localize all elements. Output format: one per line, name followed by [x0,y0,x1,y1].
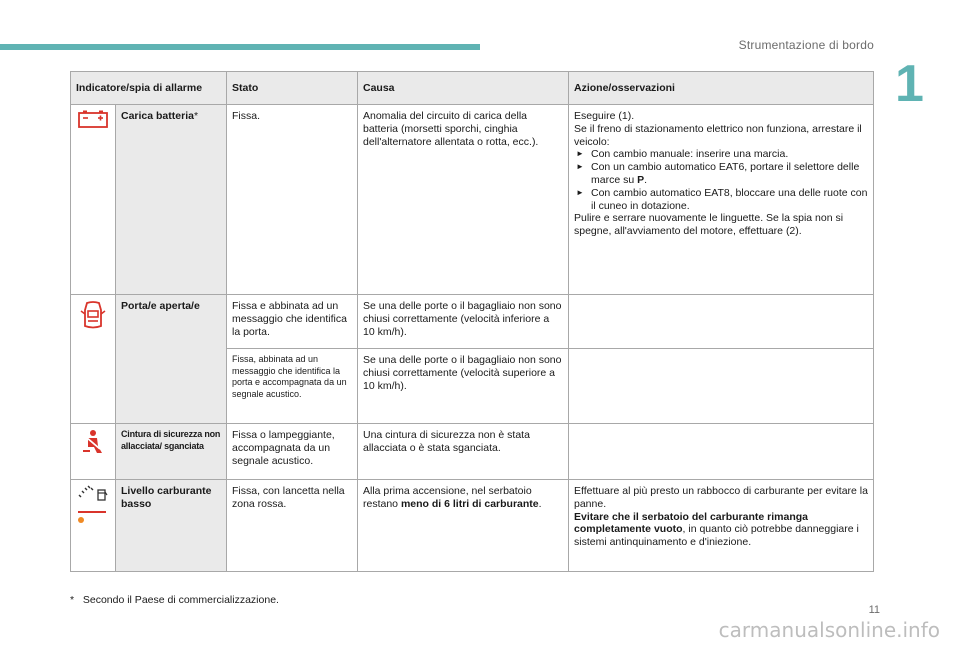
footnote [70,594,279,606]
causa-cell: Una cintura di sicurezza non è stata allacciata o è stata sganciata. [358,424,569,480]
azione-cell [569,105,874,295]
causa-cell: Se una delle porte o il bagagliaio non sono chiusi correttamente (velocità inferiore a 10 km/h). [358,295,569,349]
causa-text: . [538,497,542,510]
table-row [71,295,874,349]
footnote-mark: * [70,594,75,606]
indicator-cell: Cintura di sicurezza non allacciata/ sganciata [116,424,227,480]
battery-icon [78,110,108,128]
open-door-icon [80,300,106,330]
azione-text: Se il freno di stazionamento elettrico non funziona, arrestare il veicolo: [574,122,862,148]
azione-bold: Evitare che il serbatoio del carburante rimanga completamente vuoto [574,510,808,536]
fuel-level-icon [76,485,110,525]
footnote-text: Secondo il Paese di commercializzazione. [82,594,279,606]
header-accent-bar [0,44,480,50]
table-row [71,105,874,295]
azione-text: , in quanto ciò potrebbe danneggiare i sistemi antinquinamento e d'iniezione. [574,523,859,549]
icon-cell [71,424,116,480]
footnote-star: * [193,110,199,122]
azione-text: Pulire e serrare nuovamente le linguette. Se la spia non si spegne, all'avviamento del motore, effettuare (2). [574,212,844,238]
bullet-item [574,161,868,187]
stato-cell: Fissa. [227,105,358,295]
table-header-row [71,72,874,105]
indicator-label: Carica batteria [121,110,194,122]
causa-cell: Se una delle porte o il bagagliaio non sono chiusi correttamente (velocità superiore a 10 km/h). [358,349,569,424]
azione-text: Effettuare al più presto un rabbocco di carburante per evitare la panne. [574,485,868,510]
icon-cell [71,295,116,424]
watermark: carmanualsonline.info [718,618,940,642]
icon-cell [71,480,116,572]
bullet-text: Con un cambio automatico EAT6, portare il selettore delle marce su [591,161,860,186]
chapter-number: 1 [895,55,924,113]
page-number: 11 [868,604,880,616]
stato-cell: Fissa, con lancetta nella zona rossa. [227,480,358,572]
indicator-cell: Livello carburante basso [116,480,227,572]
seatbelt-icon [80,429,106,455]
azione-cell [569,295,874,349]
bullet-text: . [644,173,648,186]
stato-cell: Fissa o lampeggiante, accompagnata da un segnale acustico. [227,424,358,480]
azione-cell [569,424,874,480]
section-title: Strumentazione di bordo [738,38,874,52]
indicator-cell: Porta/e aperta/e [116,295,227,424]
azione-text: Eseguire (1). [574,110,635,122]
causa-bold: meno di 6 litri di carburante [400,497,539,510]
warning-lights-table [70,71,874,572]
azione-cell [569,480,874,572]
causa-text: Alla prima accensione, nel serbatoio restano [363,485,532,510]
col-header-causa: Causa [358,72,569,105]
causa-cell [358,480,569,572]
bullet-item: ► Con cambio automatico EAT8, bloccare una delle ruote con il cuneo in dotazione. [574,187,868,213]
table-row [71,480,874,572]
col-header-azione: Azione/osservazioni [569,72,874,105]
stato-cell: Fissa e abbinata ad un messaggio che identifica la porta. [227,295,358,349]
bullet-bold: P [637,173,645,186]
causa-cell: Anomalia del circuito di carica della batteria (morsetti sporchi, cinghia dell'alternatore allentata o rotta, ecc.). [358,105,569,295]
col-header-indicator: Indicatore/spia di allarme [71,72,227,105]
col-header-stato: Stato [227,72,358,105]
bullet-item: ► Con cambio manuale: inserire una marcia. [574,148,868,161]
indicator-cell [116,105,227,295]
table-row [71,424,874,480]
stato-cell: Fissa, abbinata ad un messaggio che identifica la porta e accompagnata da un segnale acustico. [227,349,358,424]
azione-cell [569,349,874,424]
icon-cell [71,105,116,295]
